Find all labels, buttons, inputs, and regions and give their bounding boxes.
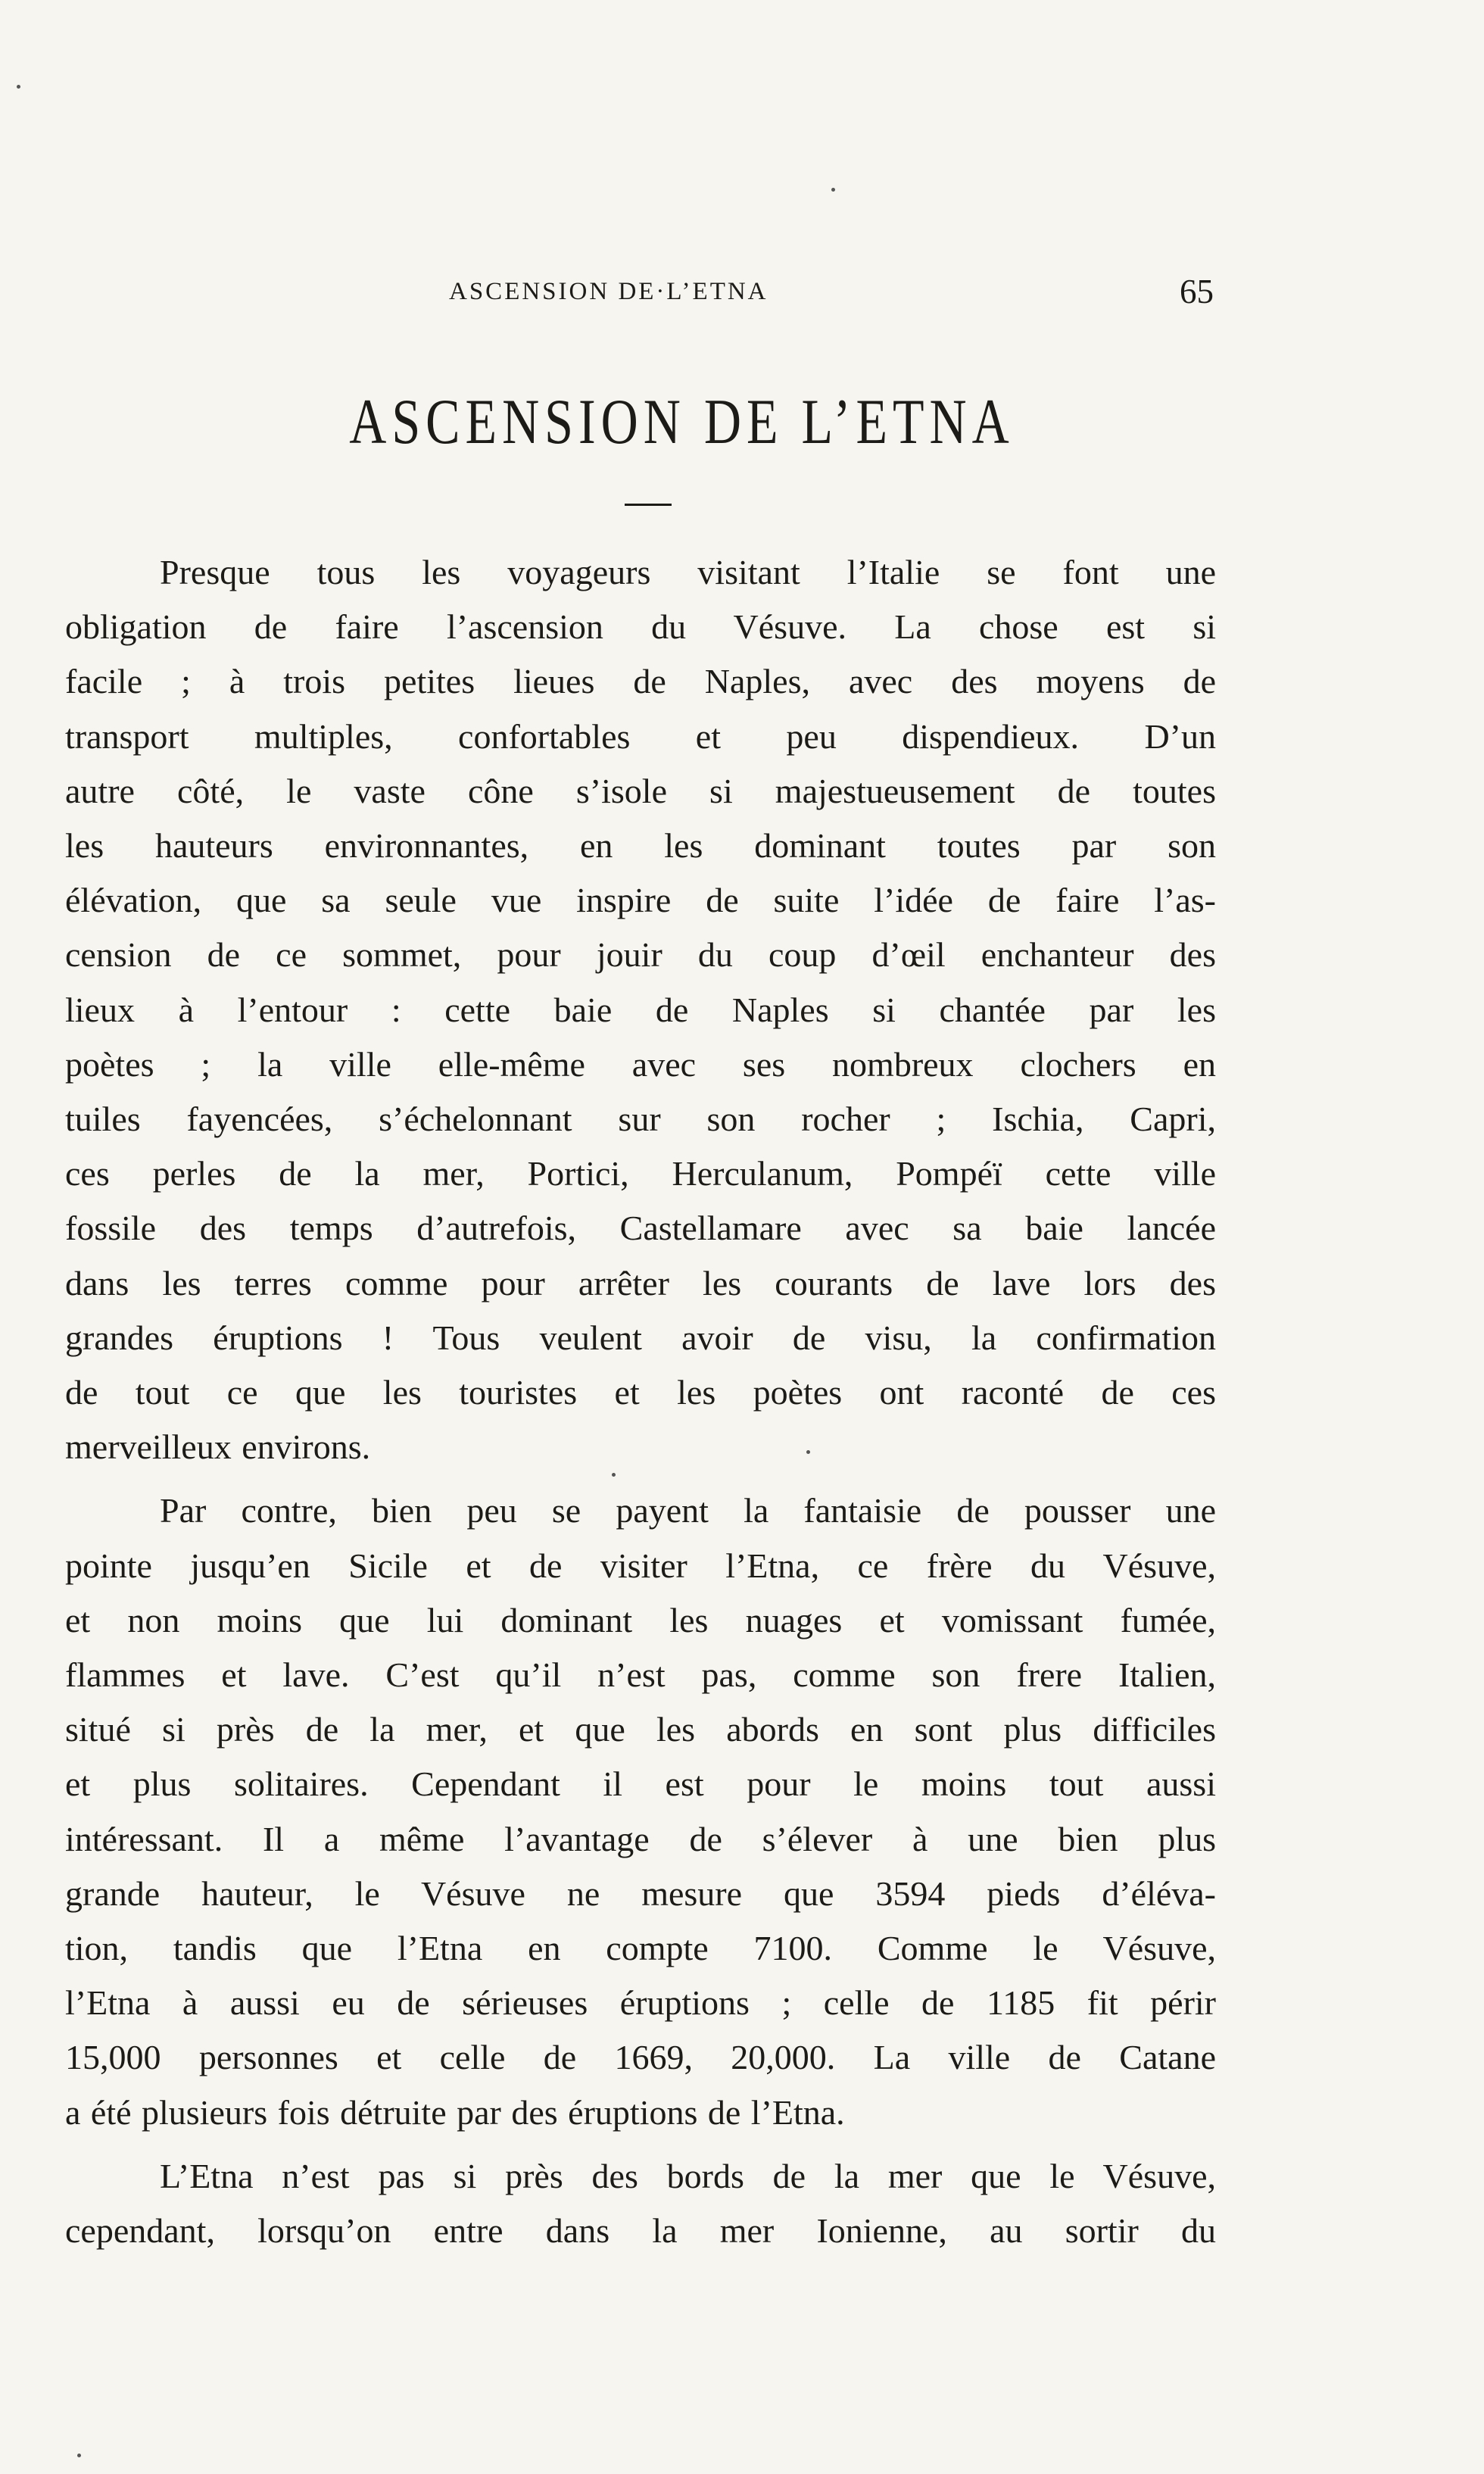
text-line: L’Etna n’est pas si près des bords de la mer que le Vésuve, [160, 2156, 1216, 2195]
paragraph-3 [65, 2149, 1216, 2258]
text-line: poètes ; la ville elle-même avec ses nombreux clochers en [65, 1044, 1216, 1084]
text-line: Presque tous les voyageurs visitant l’Italie se font une [160, 553, 1216, 591]
scan-speck [806, 1450, 810, 1454]
paragraph-1 [65, 545, 1216, 1474]
scan-speck [612, 1473, 616, 1477]
chapter-title: ASCENSION DE L’ETNA [349, 385, 1015, 457]
text-line: flammes et lave. C’est qu’il n’est pas, comme son frere Italien, [65, 1655, 1216, 1695]
text-line: Par contre, bien peu se payent la fantaisie de pousser une [160, 1491, 1216, 1530]
text-line: obligation de faire l’ascension du Vésuve. La chose est si [65, 607, 1216, 647]
text-line: intéressant. Il a même l’avantage de s’élever à une bien plus [65, 1819, 1216, 1858]
scan-speck [17, 85, 20, 89]
text-line: cependant, lorsqu’on entre dans la mer Ionienne, au sortir du [65, 2211, 1216, 2251]
text-line: les hauteurs environnantes, en les dominant toutes par son [65, 826, 1216, 866]
text-line: de tout ce que les touristes et les poètes ont raconté de ces [65, 1373, 1216, 1412]
page-number: 65 [1180, 273, 1214, 310]
text-line: autre côté, le vaste cône s’isole si majestueusement de toutes [65, 771, 1216, 810]
text-line: ces perles de la mer, Portici, Herculanum, Pompéï cette ville [65, 1154, 1216, 1193]
text-line: merveilleux environs. [65, 1427, 371, 1467]
text-line: situé si près de la mer, et que les abords en sont plus difficiles [65, 1710, 1216, 1749]
running-title: ASCENSION DE·L’ETNA [449, 278, 768, 305]
text-line: grandes éruptions ! Tous veulent avoir de visu, la confirmation [65, 1318, 1216, 1357]
text-line: élévation, que sa seule vue inspire de suite l’idée de faire l’as- [65, 881, 1216, 920]
text-line: fossile des temps d’autrefois, Castellamare avec sa baie lancée [65, 1209, 1216, 1248]
body-text [65, 545, 1216, 2258]
running-head [150, 269, 1214, 314]
text-line: l’Etna à aussi eu de sérieuses éruptions ; celle de 1185 fit périr [65, 1983, 1216, 2023]
text-line: et plus solitaires. Cependant il est pour le moins tout aussi [65, 1764, 1216, 1804]
scan-speck [77, 2454, 81, 2457]
paragraph-2 [65, 1483, 1216, 2139]
title-rule [625, 504, 672, 506]
text-line: tion, tandis que l’Etna en compte 7100. Comme le Vésuve, [65, 1929, 1216, 1968]
text-line: facile ; à trois petites lieues de Naples, avec des moyens de [65, 662, 1216, 701]
scan-speck [831, 188, 835, 192]
text-line: cension de ce sommet, pour jouir du coup d’œil enchanteur des [65, 935, 1216, 975]
text-line: pointe jusqu’en Sicile et de visiter l’Etna, ce frère du Vésuve, [65, 1546, 1216, 1585]
text-line: transport multiples, confortables et peu dispendieux. D’un [65, 716, 1216, 756]
text-line: dans les terres comme pour arrêter les courants de lave lors des [65, 1263, 1216, 1303]
text-line: grande hauteur, le Vésuve ne mesure que 3594 pieds d’éléva- [65, 1873, 1216, 1913]
text-line: a été plusieurs fois détruite par des éruptions de l’Etna. [65, 2092, 845, 2132]
text-line: tuiles fayencées, s’échelonnant sur son rocher ; Ischia, Capri, [65, 1100, 1216, 1139]
text-line: 15,000 personnes et celle de 1669, 20,000. La ville de Catane [65, 2038, 1216, 2077]
text-line: et non moins que lui dominant les nuages et vomissant fumée, [65, 1600, 1216, 1639]
text-line: lieux à l’entour : cette baie de Naples si chantée par les [65, 990, 1216, 1029]
